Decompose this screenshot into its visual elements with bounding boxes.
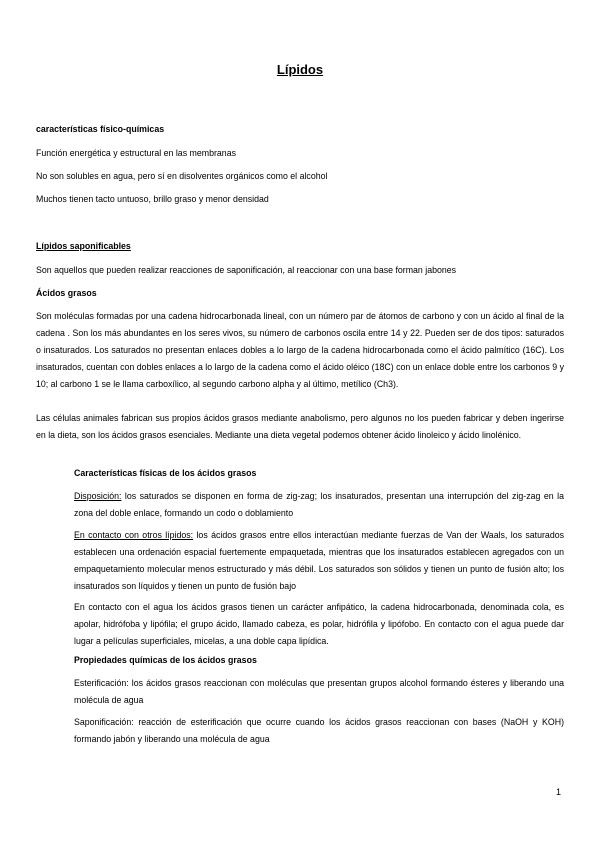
disposicion-paragraph: [74, 488, 564, 522]
props-heading: características físico-químicas: [36, 124, 165, 134]
saponificacion-paragraph: Saponificación: reacción de esterificación que ocurre cuando los ácidos grasos reaccionan con bases (NaOH y KOH) formando jabón y liberando una molécula de agua: [74, 717, 564, 744]
disposicion-text: los saturados se disponen en forma de zig-zag; los insaturados, presentan una interrupción del zig-zag en la zona del doble enlace, formando un codo o doblamiento: [74, 491, 564, 518]
quimicas-heading: Propiedades químicas de los ácidos grasos: [74, 655, 257, 665]
otros-lipidos-text: los ácidos grasos entre ellos interactúan mediante fuerzas de Van der Waals, los saturados establecen una ordenación espacial fuertemente empaquetada, mientras que los insaturados establecen agregados con un empaquetamiento molecular menos estructurado y más débil. Los saturados son sólidos y tienen un punto de fusión alto; los insaturados son líquidos y tienen un punto de fusión bajo: [74, 530, 564, 591]
agua-paragraph: En contacto con el agua los ácidos grasos tienen un carácter anfipático, la cadena hidrocarbonada, denominada cola, es apolar, hidrófoba y lipófila; el grupo ácido, llamado cabeza, es polar, hidrófila y lipófobo. En contacto con el agua puede dar lugar a películas superficiales, micelas, a una doble capa lipídica.: [74, 602, 564, 646]
otros-lipidos-label: En contacto con otros lípidos:: [74, 530, 194, 540]
page-number: 1: [556, 787, 562, 797]
disposicion-label: Disposición:: [74, 491, 122, 501]
acidos-grasos-heading: Ácidos grasos: [36, 288, 97, 298]
fisicas-heading: Características físicas de los ácidos grasos: [74, 468, 257, 478]
saponificables-text: Son aquellos que pueden realizar reacciones de saponificación, al reaccionar con una base forman jabones: [36, 265, 457, 275]
acidos-grasos-paragraph-2: Las células animales fabrican sus propios ácidos grasos mediante anabolismo, pero algunos no los pueden fabricar y deben ingerirse en la dieta, son los ácidos grasos esenciales. Mediante una dieta vegetal podemos obtener ácido linoleico y ácido linolénico.: [36, 413, 564, 440]
prop-energetica: Función energética y estructural en las membranas: [36, 148, 236, 158]
esterificacion-paragraph: Esterificación: los ácidos grasos reaccionan con moléculas que presentan grupos alcohol formando ésteres y liberando una molécula de agua: [74, 678, 564, 705]
acidos-grasos-paragraph-1: Son moléculas formadas por una cadena hidrocarbonada lineal, con un número par de átomos de carbono y con un ácido al final de la cadena . Son los más abundantes en los seres vivos, su número de carbonos oscila entre 14 y 22. Pueden ser de dos tipos: saturados o insaturados. Los saturados no presentan enlaces dobles a lo largo de la cadena hidrocarbonada como el ácido palmítico (16C). Los insaturados, cuentan con dobles enlaces a lo largo de la cadena como el ácido oléico (18C) con un enlace doble entre los carbonos 9 y 10; al carbono 1 se le llama carboxílico, al segundo carbono alpha y al último, metílico (Ch3).: [36, 311, 564, 389]
prop-solubilidad: No son solubles en agua, pero sí en disolventes orgánicos como el alcohol: [36, 171, 328, 181]
saponificables-heading: Lípidos saponificables: [36, 241, 131, 251]
otros-lipidos-paragraph: [74, 527, 564, 595]
prop-tacto: Muchos tienen tacto untuoso, brillo graso y menor densidad: [36, 194, 269, 204]
page-title: Lípidos: [276, 62, 324, 77]
